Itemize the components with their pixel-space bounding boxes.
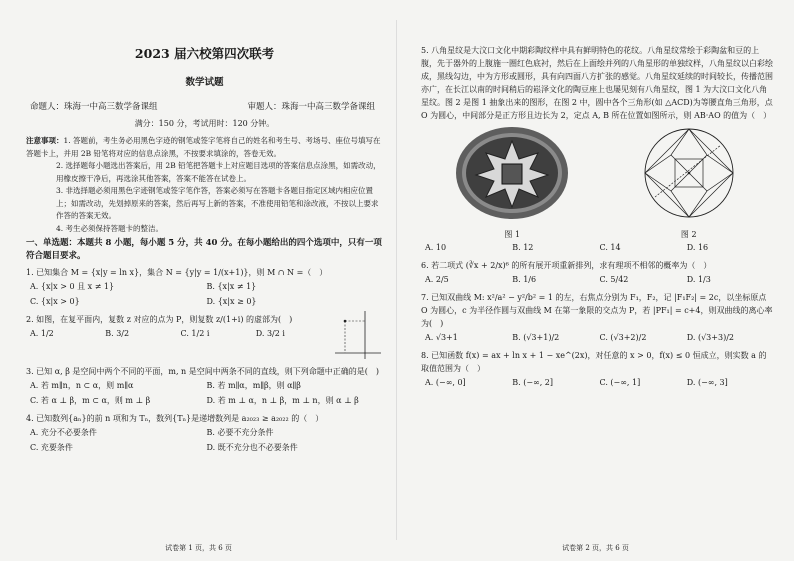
figure-1-caption: 图 1 (504, 230, 521, 239)
question-6-options (421, 272, 774, 287)
option-c: C. 5/42 (599, 275, 629, 284)
option-c: C. (√3+2)/2 (599, 333, 647, 342)
option-c: C. 充要条件 (30, 443, 73, 452)
page-footer: 试卷第 2 页，共 6 页 (562, 544, 629, 552)
option-d: D. 3/2 i (255, 329, 285, 338)
question-3-options (26, 378, 383, 408)
option-b: B. 1/6 (512, 275, 537, 284)
question-5-options (421, 240, 774, 255)
question-4-options (26, 425, 383, 455)
question-7: 7. 已知双曲线 M: x²/a² − y²/b² = 1 的左，右焦点分别为 F₁，F₂，记 |F₁F₂| = 2c，以坐标原点 O 为圆心，c 为半径作圆与双曲线 M 在第一象限的交点为 P，若 |PF₁| = c+4，则双曲线的离心率为( ) (421, 293, 773, 328)
option-d: D. 既不充分也不必要条件 (206, 443, 298, 452)
option-d: D. 1/3 (686, 275, 711, 284)
question-4: 4. 已知数列{aₙ}的前 n 项和为 Tₙ，数列{Tₙ}是递增数列是 a₂₀₂₃ ≥ a₂₀₂₂ 的（ ） (26, 414, 324, 423)
option-a: A. (−∞, 0] (425, 378, 466, 387)
octagram-disc-image (452, 123, 572, 223)
page-footer: 试卷第 1 页，共 6 页 (165, 544, 232, 552)
figure-2 (635, 123, 743, 240)
question-5: 5. 八角星纹是大汶口文化中期彩陶纹样中具有鲜明特色的花纹。八角星纹常绘于彩陶盆和豆的上腹，先于器外的上腹施一圈红色底衬，然后在上面绘并列的八角星形的单独纹样，八角星纹以白彩绘成，黑线勾边，中为方形或圆形，具有向四面八方扩张的感觉。八角星纹延续的时间较长，传播范围亦广，在长江以南的时间稍后的崧泽文化的陶豆座上也屡见刻有八角星纹，图 1 为大汶口文化八角星纹。图 2 是图 1 抽象出来的图形，在图 2 中，圆中各个三角形(如 △ACD)为等腰直角三角形，点 O 为圆心，中间部分是正方形且边长为 2，定点 A, B 所在位置如图所示，则 AB·AO 的值为（ ） (421, 46, 773, 120)
figures-row (421, 128, 774, 240)
notice-item-2: 2. 选择题每小题选出答案后，用 2B 铅笔把答题卡上对应题目选项的答案信息点涂黑，如需改动，用橡皮擦干净后，再选涂其他答案，答案不能答在试卷上。 (56, 161, 381, 183)
question-1: 1. 已知集合 M = {x|y = ln x}，集合 N = {y|y = 1/(x+1)}，则 M ∩ N =（ ） (26, 268, 328, 277)
option-c: C. {x|x > 0} (30, 297, 80, 306)
option-b: B. 12 (512, 243, 534, 252)
complex-plane-figure (331, 309, 383, 361)
exam-title: 2023 届六校第四次联考 (134, 46, 275, 61)
option-d: D. {x|x ≥ 0} (206, 297, 257, 306)
authors-line (26, 100, 383, 112)
option-b: B. 必要不充分条件 (206, 428, 274, 437)
option-a: A. {x|x > 0 且 x ≠ 1} (30, 282, 115, 291)
question-6: 6. 若二项式 (∛x + 2/x)⁶ 的所有展开项重新排列，求有理项不相邻的概率为（ ） (421, 261, 712, 270)
option-a: A. 10 (425, 243, 447, 252)
notice-item-1: 1. 答题前，考生务必用黑色字迹的钢笔或签字笔将自己的姓名和考生号、考场号、座位号填写在答题卡上，并用 2B 铅笔将对应的信息点涂黑，不按要求填涂的，答卷无效。 (26, 136, 381, 158)
option-d: D. 若 m ⊥ α，n ⊥ β，m ⊥ n，则 α ⊥ β (206, 396, 359, 405)
notice-item-3: 3. 非选择题必须用黑色字迹钢笔或签字笔作答，答案必须写在答题卡各题目指定区域内相应位置上；如需改动，先划掉原来的答案，然后再写上新的答案，不准使用铅笔和涂改液，不按以上要求作答的答案无效。 (56, 186, 379, 220)
question-2-row (26, 309, 383, 361)
option-a: A. 1/2 (30, 329, 54, 338)
option-a: A. √3+1 (425, 333, 458, 342)
option-b: B. 3/2 (105, 329, 130, 338)
notice-head: 注意事项： (26, 136, 64, 145)
question-8-options (421, 375, 774, 390)
exam-meta: 满分：150 分，考试用时：120 分钟。 (134, 119, 275, 128)
option-d: D. (√3+3)/2 (686, 333, 734, 342)
option-a: A. 2/5 (425, 275, 449, 284)
figure-1 (452, 123, 572, 240)
option-a: A. 若 m∥n，n ⊂ α，则 m∥α (30, 381, 134, 390)
question-2-options (26, 326, 331, 341)
notice-item-4: 4. 考生必须保持答题卡的整洁。 (56, 223, 164, 233)
option-c: C. 14 (599, 243, 621, 252)
option-c: C. (−∞, 1] (599, 378, 641, 387)
option-b: B. 若 m∥α，m∥β，则 α∥β (206, 381, 301, 390)
question-8: 8. 已知函数 f(x) = ax + ln x + 1 − xe^(2x)，对任意的 x > 0，f(x) ≤ 0 恒成立，则实数 a 的取值范围为（ ） (421, 351, 767, 373)
question-1-options (26, 279, 383, 309)
option-c: C. 1/2 i (180, 329, 210, 338)
author: 命题人：珠海一中高三数学备课组 (30, 102, 158, 112)
option-b: B. (√3+1)/2 (512, 333, 560, 342)
figure-2-caption: 图 2 (680, 230, 697, 239)
option-a: A. 充分不必要条件 (30, 428, 97, 437)
exam-subtitle: 数学试题 (185, 77, 224, 88)
option-d: D. 16 (686, 243, 709, 252)
exam-page-2 (397, 0, 794, 561)
question-7-options (421, 330, 774, 345)
question-2: 2. 如图，在复平面内，复数 z 对应的点为 P，则复数 z/(1+i) 的虚部为( ) (26, 315, 293, 324)
octagram-geometry-diagram (635, 123, 743, 223)
option-c: C. 若 α ⊥ β，m ⊂ α，则 m ⊥ β (30, 396, 151, 405)
option-b: B. (−∞, 2] (512, 378, 553, 387)
question-3: 3. 已知 α, β 是空间中两个不同的平面，m, n 是空间中两条不同的直线，则下列命题中正确的是( ) (26, 367, 379, 376)
option-b: B. {x|x ≠ 1} (206, 282, 257, 291)
notice-block (26, 135, 383, 235)
option-d: D. (−∞, 3] (686, 378, 728, 387)
reviewer: 审题人：珠海一中高三数学备课组 (247, 102, 375, 112)
section-single-choice: 一、单选题：本题共 8 小题，每小题 5 分，共 40 分。在每小题给出的四个选项中，只有一项符合题目要求。 (26, 238, 382, 261)
